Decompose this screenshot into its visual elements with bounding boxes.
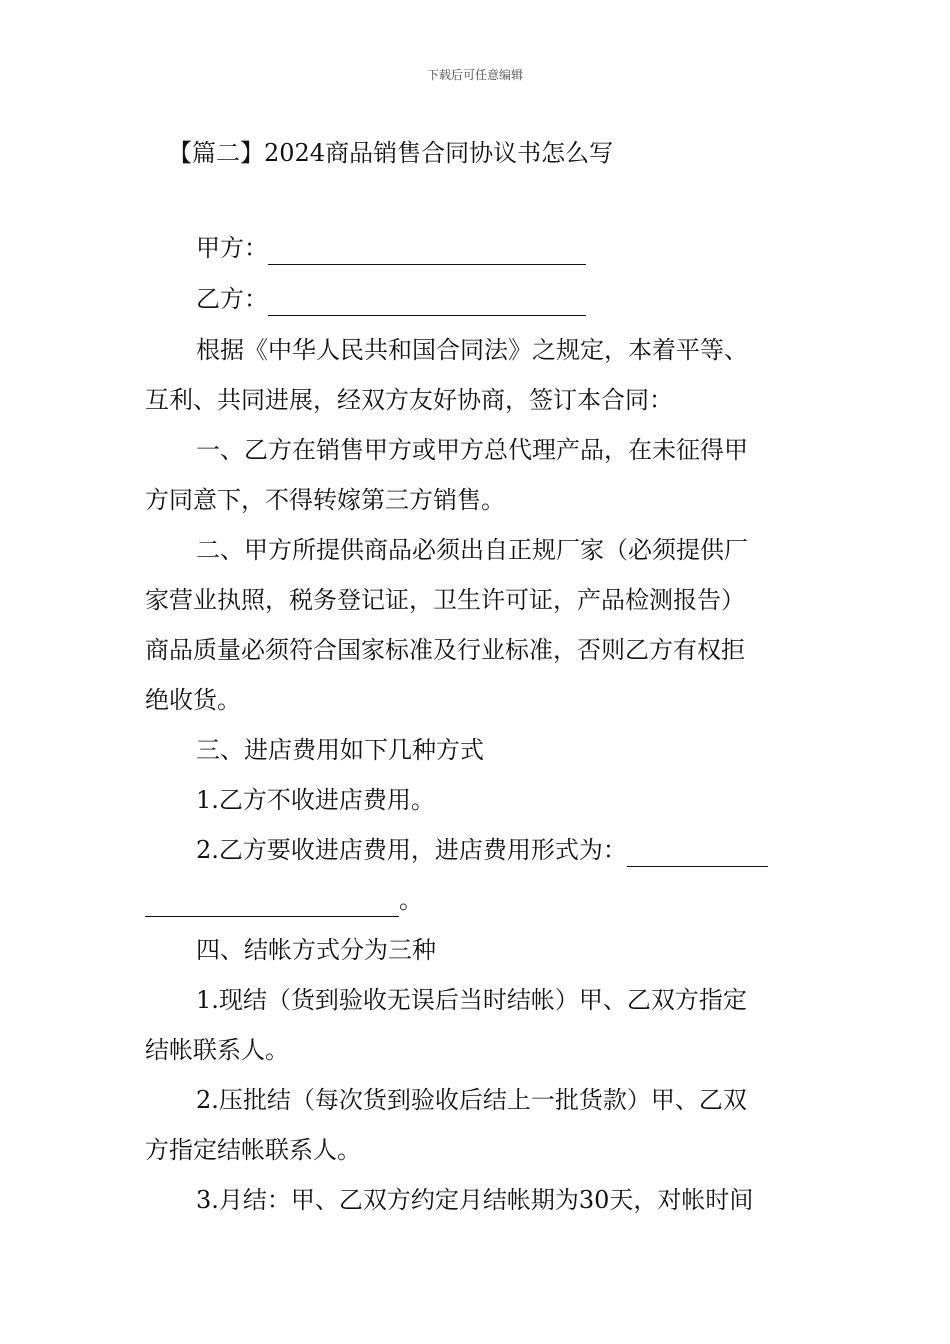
clause-2-line: 绝收货。 xyxy=(145,686,241,714)
document-title: 【篇二】2024商品销售合同协议书怎么写 xyxy=(168,139,614,167)
clause-2-line: 商品质量必须符合国家标准及行业标准，否则乙方有权拒 xyxy=(145,636,745,664)
party-b-line xyxy=(196,282,810,316)
clause-4-item: 结帐联系人。 xyxy=(145,1036,289,1064)
clause-4-item: 1.现结（货到验收无误后当时结帐）甲、乙双方指定 xyxy=(196,986,747,1014)
clause-3-item xyxy=(196,833,810,867)
party-b-label: 乙方： xyxy=(196,285,268,313)
clause-3-heading: 三、进店费用如下几种方式 xyxy=(196,736,484,764)
fee-form-text: 2.乙方要收进店费用，进店费用形式为： xyxy=(196,836,627,864)
clause-4-item: 3.月结：甲、乙双方约定月结帐期为30天，对帐时间 xyxy=(196,1186,754,1214)
clause-3-item: 1.乙方不收进店费用。 xyxy=(196,786,435,814)
clause-2-line: 二、甲方所提供商品必须出自正规厂家（必须提供厂 xyxy=(196,536,748,564)
page-header: 下载后可任意编辑 xyxy=(426,68,523,82)
fee-form-end: 。 xyxy=(399,886,423,914)
party-a-label: 甲方： xyxy=(196,234,268,262)
clause-1-line: 一、乙方在销售甲方或甲方总代理产品，在未征得甲 xyxy=(196,436,748,464)
party-a-blank[interactable] xyxy=(268,238,586,265)
clause-2-line: 家营业执照，税务登记证，卫生许可证，产品检测报告） xyxy=(145,586,745,614)
paragraph-line: 互利、共同进展，经双方友好协商，签订本合同： xyxy=(145,386,673,414)
paragraph-line: 根据《中华人民共和国合同法》之规定，本着平等、 xyxy=(196,336,748,364)
fee-form-blank[interactable] xyxy=(627,840,768,867)
clause-3-item-continued xyxy=(145,883,810,917)
clause-4-item: 方指定结帐联系人。 xyxy=(145,1136,361,1164)
clause-4-heading: 四、结帐方式分为三种 xyxy=(196,936,436,964)
fee-form-blank-continued[interactable] xyxy=(145,890,399,917)
party-b-blank[interactable] xyxy=(268,289,586,316)
party-a-line xyxy=(196,231,810,265)
clause-4-item: 2.压批结（每次货到验收后结上一批货款）甲、乙双 xyxy=(196,1086,747,1114)
clause-1-line: 方同意下，不得转嫁第三方销售。 xyxy=(145,486,505,514)
